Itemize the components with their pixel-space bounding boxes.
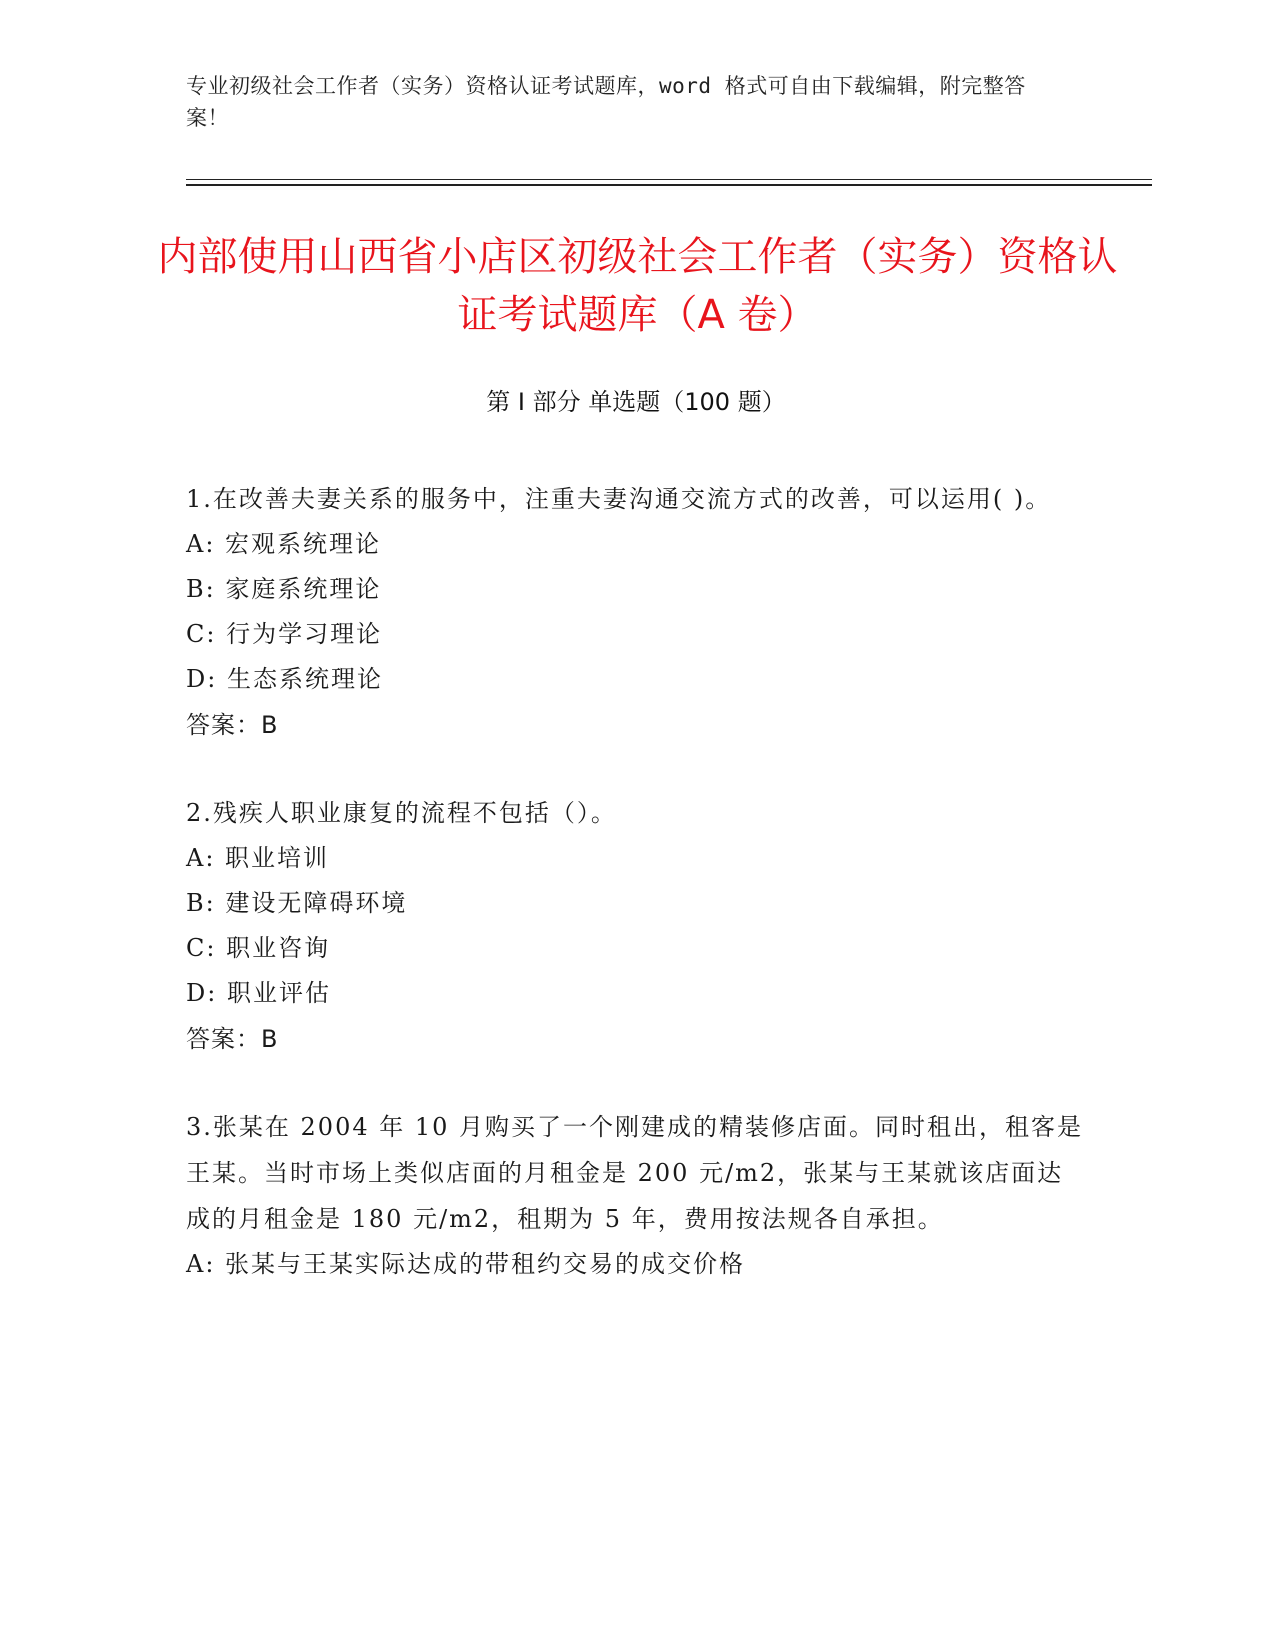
header-rule-thin (186, 179, 1152, 180)
option-c: C: 行为学习理论 (186, 620, 383, 648)
header-rule-thick (186, 184, 1152, 186)
question-3 (186, 1104, 1086, 1287)
question-1 (186, 476, 1086, 748)
option-a: A: 职业培训 (186, 844, 330, 872)
option-d: D: 职业评估 (186, 979, 331, 1007)
option-b: B: 家庭系统理论 (186, 575, 382, 603)
question-stem: 1.在改善夫妻关系的服务中，注重夫妻沟通交流方式的改善，可以运用( )。 (186, 485, 1052, 513)
option-d: D: 生态系统理论 (186, 665, 383, 693)
option-a: A: 张某与王某实际达成的带租约交易的成交价格 (186, 1250, 746, 1278)
option-b: B: 建设无障碍环境 (186, 889, 408, 917)
answer: 答案：B (186, 1025, 279, 1053)
question-2 (186, 790, 1086, 1062)
question-stem: 2.残疾人职业康复的流程不包括（）。 (186, 799, 617, 827)
answer: 答案：B (186, 711, 279, 739)
question-list (186, 476, 1086, 1329)
option-c: C: 职业咨询 (186, 934, 331, 962)
document-title: 内部使用山西省小店区初级社会工作者（实务）资格认证考试题库（A 卷） (157, 234, 1118, 338)
question-stem: 3.张某在 2004 年 10 月购买了一个刚建成的精装修店面。同时租出，租客是王某。当时市场上类似店面的月租金是 200 元/m2，张某与王某就该店面达成的月租金是 180 元/m2，租期为 5 年，费用按法规各自承担。 (186, 1113, 1084, 1233)
section-heading: 第 I 部分 单选题（100 题） (486, 388, 786, 416)
header-note: 专业初级社会工作者（实务）资格认证考试题库，word 格式可自由下载编辑，附完整答案！ (186, 74, 1026, 130)
option-a: A: 宏观系统理论 (186, 530, 382, 558)
